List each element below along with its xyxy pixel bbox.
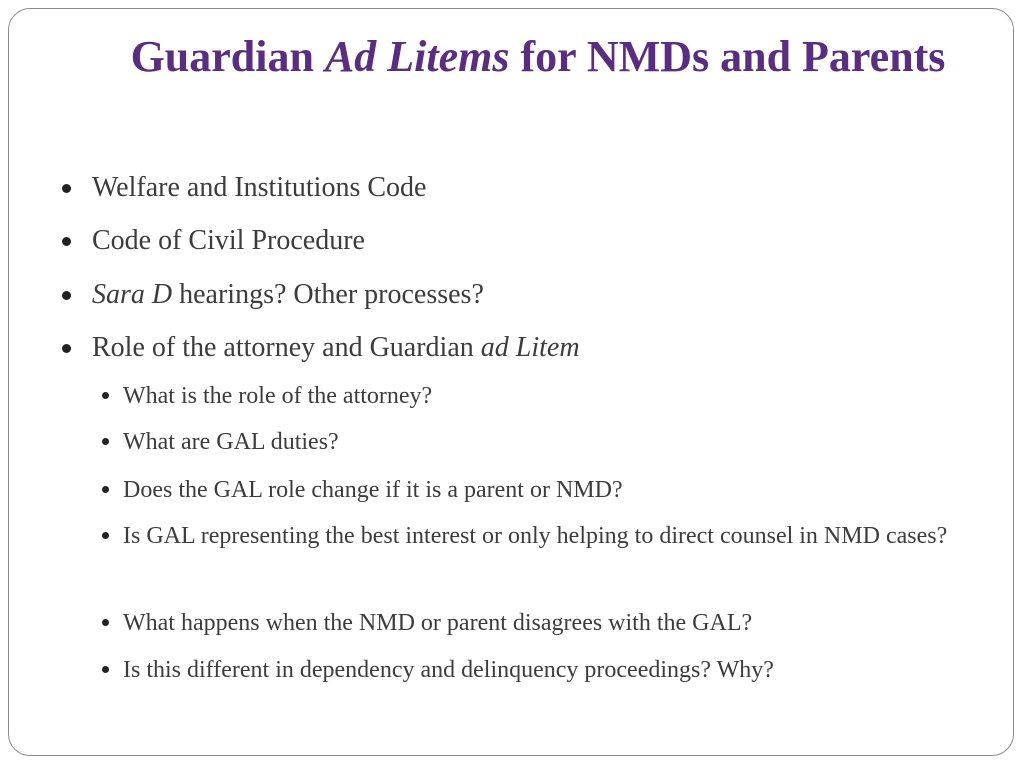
bullet-italic-text: ad Litem	[480, 332, 580, 363]
sub-bullet-item	[123, 516, 993, 556]
sub-bullet-text: What is the role of the attorney?	[123, 383, 433, 409]
sub-bullet-text: What happens when the NMD or parent disagrees with the GAL?	[123, 610, 753, 636]
title-part-2: for NMDs and Parents	[509, 32, 946, 81]
bullet-item	[92, 278, 484, 312]
sub-bullet-text: Is GAL representing the best interest or only helping to direct counsel in NMD cases?	[123, 523, 948, 549]
bullet-text: Welfare and Institutions Code	[92, 172, 427, 203]
bullet-item	[92, 224, 365, 258]
sub-bullet-item	[123, 650, 993, 690]
title-italic: Ad Litems	[324, 32, 510, 81]
sub-bullet-item	[123, 422, 993, 462]
bullet-text: Role of the attorney and Guardian	[92, 332, 481, 363]
bullet-text: Code of Civil Procedure	[92, 225, 365, 256]
title-part-1: Guardian	[130, 32, 325, 81]
bullet-item	[92, 331, 580, 365]
bullet-text: hearings? Other processes?	[172, 279, 484, 310]
sub-bullet-text: Is this different in dependency and delinquency proceedings? Why?	[123, 657, 774, 683]
bullet-item	[92, 171, 426, 205]
sub-bullet-text: Does the GAL role change if it is a parent or NMD?	[123, 477, 623, 503]
bullet-italic-text: Sara D	[92, 279, 173, 310]
sub-bullet-item	[123, 603, 993, 643]
sub-bullet-text: What are GAL duties?	[123, 429, 339, 455]
sub-bullet-item	[123, 470, 993, 510]
sub-bullet-item	[123, 376, 993, 416]
